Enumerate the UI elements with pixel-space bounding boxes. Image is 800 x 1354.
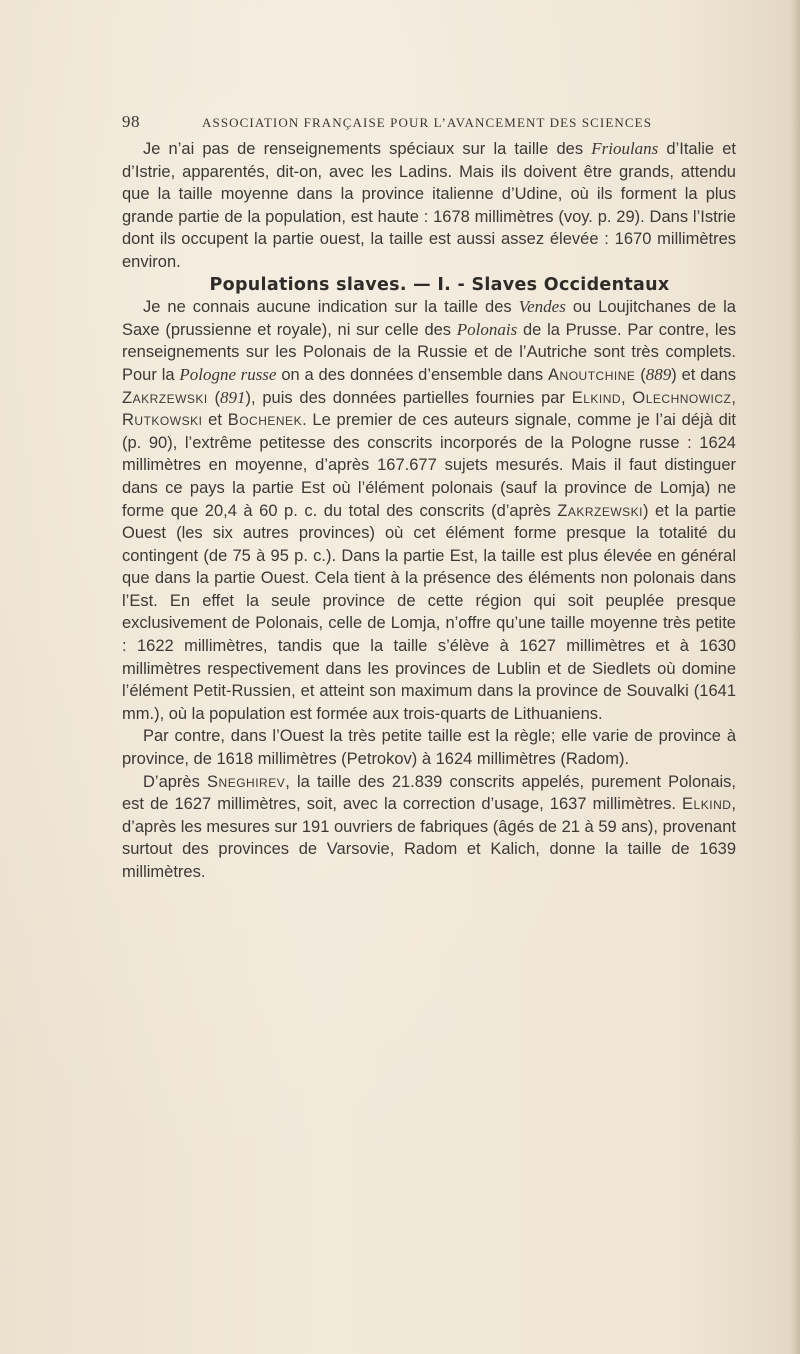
text-run: , d’après les mesures sur 191 ouvriers de fabriques (âgés de 21 à 59 ans), provenant surtout des provinces de Varsovie, Radom et Kalich, donne la taille de 1639 millimètres. xyxy=(122,795,736,881)
paragraph-intro xyxy=(122,138,736,274)
author-sneghirev: Sneghirev xyxy=(207,772,286,791)
author-zakrzewski: Zakrzewski xyxy=(557,501,644,520)
text-run: on a des données d’ensemble dans xyxy=(276,365,549,384)
text-run: de la Prusse. Par contre, les renseignements sur les Polonais de la Russie et de l’Autriche sont très complets. Pour la xyxy=(122,320,737,384)
author-elkind: Elkind xyxy=(571,388,622,407)
text-run: Je ne connais aucune indication sur la taille des xyxy=(143,298,519,317)
term-pologne-russe: Pologne russe xyxy=(179,364,277,384)
paragraph-2: Par contre, dans l’Ouest la très petite taille est la règle; elle varie de province à province, de 1618 millimètres (Petrokov) à 1624 millimètres (Radom). xyxy=(122,727,736,769)
text-run: ), puis des données partielles fournies par xyxy=(245,388,572,407)
text-run: ) et dans xyxy=(671,365,736,384)
text-run: D’après xyxy=(143,772,208,791)
page-edge xyxy=(790,0,800,1354)
text-run: , xyxy=(731,388,736,407)
author-zakrzewski: Zakrzewski xyxy=(122,388,208,407)
text-run: ) et la partie Ouest (les six autres provinces) où cet élément forme presque la totalité du contingent (de 75 à 95 p. c.). Dans la partie Est, la taille est plus élevée en général que dans la partie Ouest. Cela tient à la présence des éléments non polonais dans l’Est. En effet la seule province de cette région qui soit peuplée presque exclusivement de Polonais, celle de Lomja, n’offre qu’une taille moyenne très petite : 1622 millimètres, tandis que la taille s’élève à 1627 millimètres et à 1630 millimètres respectivement dans les provinces de Lublin et de Siedlets où domine l’élément Petit-Russien, et atteint son maximum dans la province de Souvalki (1641 mm.), où la population est formée aux trois-quarts de Lithuaniens. xyxy=(122,501,736,723)
paragraph-1 xyxy=(122,296,736,725)
text-run: ( xyxy=(635,365,646,384)
author-bochenek: Bochenek xyxy=(227,411,303,430)
text-run: d’Italie et d’Istrie, apparentés, dit-on, avec les Ladins. Mais ils doivent être grands, attendu que la taille moyenne dans la province italienne d’Udine, où ils forment la plus grande partie de la population, est haute : 1678 millimètres (voy. p. 29). Dans l’Istrie dont ils occupent la partie ouest, la taille est aussi assez élevée : 1670 millimètres environ. xyxy=(122,140,737,271)
author-olechnowicz: Olechnowicz xyxy=(632,388,732,407)
text-run: ou Loujitchanes de la Saxe (prussienne et royale), ni sur celle des xyxy=(122,298,736,339)
text-run: et xyxy=(202,411,228,430)
text-run: . Le premier de ces auteurs signale, comme je l’ai déjà dit (p. 90), l’extrême petitesse des conscrits incorporés de la Pologne russe : 1624 millimètres en moyenne, d’après 167.677 sujets mesurés. Mais il faut distinguer dans ce pays la partie Est où l’élément polonais (sauf la province de Lomja) ne forme que 20,4 à 60 p. c. du total des conscrits (d’après xyxy=(122,411,736,520)
reference-889: 889 xyxy=(645,364,672,384)
section-title: Populations slaves. — I. - Slaves Occidentaux xyxy=(209,274,670,295)
text-run: ( xyxy=(207,388,221,407)
body-text xyxy=(122,138,736,884)
text-run: , la taille des 21.839 conscrits appelés, purement Polonais, est de 1627 millimètres, soit, avec la correction d’usage, 1637 millimètres. xyxy=(122,772,736,814)
term-frioulans: Frioulans xyxy=(591,139,659,158)
author-elkind: Elkind xyxy=(682,795,732,814)
author-anoutchine: Anoutchine xyxy=(548,365,636,384)
text-run: , xyxy=(621,388,633,407)
page-header xyxy=(122,112,737,134)
term-polonais: Polonais xyxy=(456,319,518,339)
author-rutkowski: Rutkowski xyxy=(122,411,203,430)
page-number: 98 xyxy=(122,112,140,131)
text-run: Je n’ai pas de renseignements spéciaux sur la taille des xyxy=(143,140,592,158)
paragraph-3 xyxy=(122,771,736,884)
reference-891: 891 xyxy=(220,387,246,407)
running-title: ASSOCIATION FRANÇAISE POUR L’AVANCEMENT DES SCIENCES xyxy=(202,115,653,130)
term-vendes: Vendes xyxy=(518,297,566,317)
